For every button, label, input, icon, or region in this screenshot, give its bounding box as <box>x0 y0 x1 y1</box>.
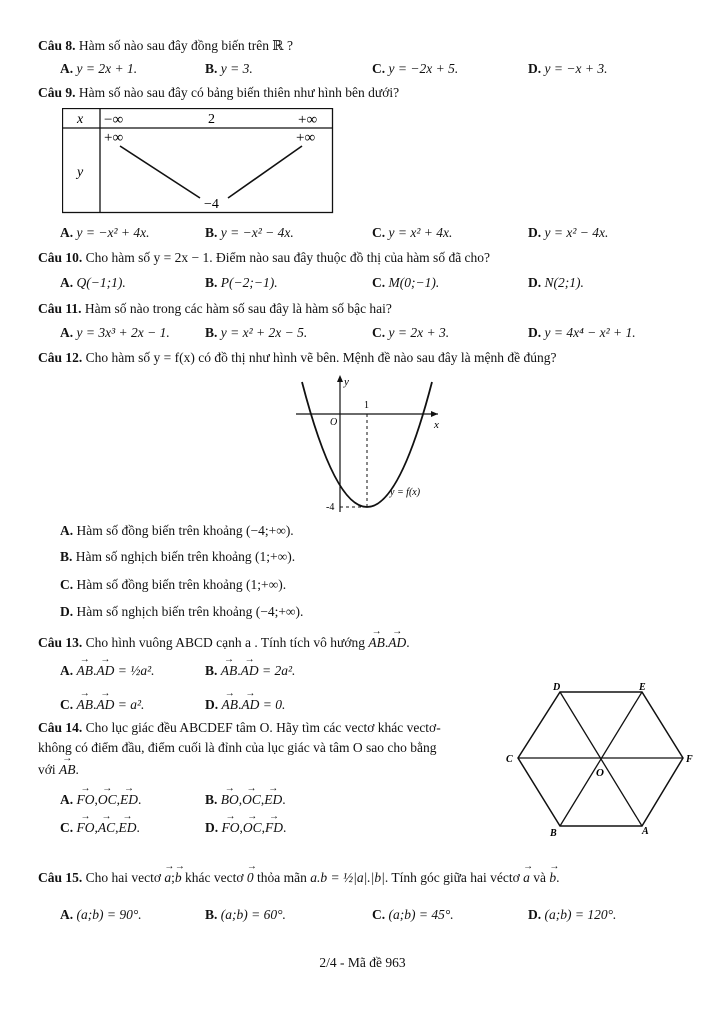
graph-origin: O <box>330 417 338 428</box>
question-14-line2: không có điểm đầu, điểm cuối là đỉnh của lục giác và tâm O sao cho bằng <box>38 740 437 755</box>
q9-option-b[interactable]: B. y = −x² − 4x. <box>205 225 294 240</box>
q12-option-a[interactable]: A. Hàm số đồng biến trên khoảng (−4;+∞). <box>60 523 294 538</box>
question-10: Câu 10. Cho hàm số y = 2x − 1. Điểm nào sau đây thuộc đồ thị của hàm số đã cho? <box>38 250 491 265</box>
graph-x-mark: 1 <box>364 400 369 411</box>
question-8 <box>38 38 293 54</box>
graph-curve-label: y = f(x) <box>390 487 421 498</box>
q9-option-a[interactable]: A. y = −x² + 4x. <box>60 225 150 240</box>
graph-x-label: x <box>434 419 439 431</box>
increasing-arrow <box>228 146 302 198</box>
svg-text:C: C <box>506 754 513 765</box>
question-13: Câu 13. Cho hình vuông ABCD cạnh a . Tính tích vô hướng → AB.→ AD. <box>38 635 410 651</box>
table-x-two: 2 <box>208 112 215 127</box>
question-14: Câu 14. Cho lục giác đều ABCDEF tâm O. Hãy tìm các vectơ khác vectơ- <box>38 720 441 735</box>
svg-text:B: B <box>550 828 557 839</box>
q8-option-b[interactable]: B. y = 3. <box>205 61 253 76</box>
question-text: Hàm số nào sau đây đồng biến trên ℝ ? <box>78 38 293 53</box>
table-y-right: +∞ <box>296 130 316 146</box>
table-y-label: y <box>77 165 84 180</box>
q9-option-c[interactable]: C. y = x² + 4x. <box>372 225 453 240</box>
table-x-label: x <box>77 112 84 127</box>
svg-text:O: O <box>596 767 604 779</box>
question-number: Câu 8. <box>38 38 76 53</box>
q12-option-d[interactable]: D. Hàm số nghịch biến trên khoảng (−4;+∞). <box>60 604 304 619</box>
q13-option-a[interactable]: A. → AB.→ AD = ½a². <box>60 663 155 679</box>
svg-text:A: A <box>642 826 649 837</box>
question-9: Câu 9. Hàm số nào sau đây có bảng biến thiên như hình bên dưới? <box>38 85 400 100</box>
question-15: Câu 15. Cho hai vectơ → a;→ b khác vectơ → 0 thỏa mãn a.b = ½|a|.|b|. Tính góc giữa hai véctơ → a và → b. <box>38 870 560 886</box>
q11-option-a[interactable]: A. y = 3x³ + 2x − 1. <box>60 325 170 340</box>
q11-option-d[interactable]: D. y = 4x⁴ − x² + 1. <box>528 325 636 340</box>
table-y-left: +∞ <box>104 130 124 146</box>
q14-option-d[interactable]: D. → FO,→ OC,→ FD. <box>205 820 286 836</box>
q13-option-c[interactable]: C. → AB.→ AD = a². <box>60 697 144 713</box>
svg-text:F: F <box>686 754 693 765</box>
q10-option-a[interactable]: A. Q(−1;1). <box>60 275 126 290</box>
q8-option-d[interactable]: D. y = −x + 3. <box>528 61 608 76</box>
q13-option-b[interactable]: B. → AB.→ AD = 2a². <box>205 663 295 679</box>
q15-option-d[interactable]: D. (a;b) = 120°. <box>528 907 617 922</box>
graph-y-mark: -4 <box>326 502 335 513</box>
q13-option-d[interactable]: D. → AB.→ AD = 0. <box>205 697 285 713</box>
decreasing-arrow <box>120 146 200 198</box>
question-11: Câu 11. Hàm số nào trong các hàm số sau đây là hàm số bậc hai? <box>38 301 392 316</box>
q14-option-b[interactable]: B. → BO,→ OC,→ ED. <box>205 792 286 808</box>
q10-option-b[interactable]: B. P(−2;−1). <box>205 275 278 290</box>
q14-option-a[interactable]: A. → FO,→ OC,→ ED. <box>60 792 141 808</box>
q15-option-c[interactable]: C. (a;b) = 45°. <box>372 907 454 922</box>
hexagon-figure <box>500 680 700 840</box>
table-y-min: −4 <box>204 197 219 212</box>
graph-y-label: y <box>344 376 349 388</box>
question-12: Câu 12. Cho hàm số y = f(x) có đồ thị như hình vẽ bên. Mệnh đề nào sau đây là mệnh đề đúng? <box>38 350 557 365</box>
q12-option-c[interactable]: C. Hàm số đồng biến trên khoảng (1;+∞). <box>60 577 287 592</box>
q10-option-d[interactable]: D. N(2;1). <box>528 275 584 290</box>
function-graph <box>290 372 450 517</box>
q8-option-c[interactable]: C. y = −2x + 5. <box>372 61 459 76</box>
table-x-neg-inf: −∞ <box>104 112 124 128</box>
q15-option-b[interactable]: B. (a;b) = 60°. <box>205 907 286 922</box>
q12-option-b[interactable]: B. Hàm số nghịch biến trên khoảng (1;+∞). <box>60 549 296 564</box>
q10-option-c[interactable]: C. M(0;−1). <box>372 275 440 290</box>
variation-table <box>62 108 334 214</box>
table-x-pos-inf: +∞ <box>298 112 318 128</box>
svg-text:E: E <box>639 682 646 693</box>
question-14-line3: với → AB. <box>38 762 79 778</box>
q15-option-a[interactable]: A. (a;b) = 90°. <box>60 907 142 922</box>
q11-option-c[interactable]: C. y = 2x + 3. <box>372 325 450 340</box>
q9-option-d[interactable]: D. y = x² − 4x. <box>528 225 609 240</box>
q14-option-c[interactable]: C. → FO,→ AC,→ ED. <box>60 820 140 836</box>
q8-option-a[interactable]: A. y = 2x + 1. <box>60 61 138 76</box>
svg-text:D: D <box>553 682 561 693</box>
page-footer: 2/4 - Mã đề 963 <box>319 955 406 970</box>
q11-option-b[interactable]: B. y = x² + 2x − 5. <box>205 325 308 340</box>
